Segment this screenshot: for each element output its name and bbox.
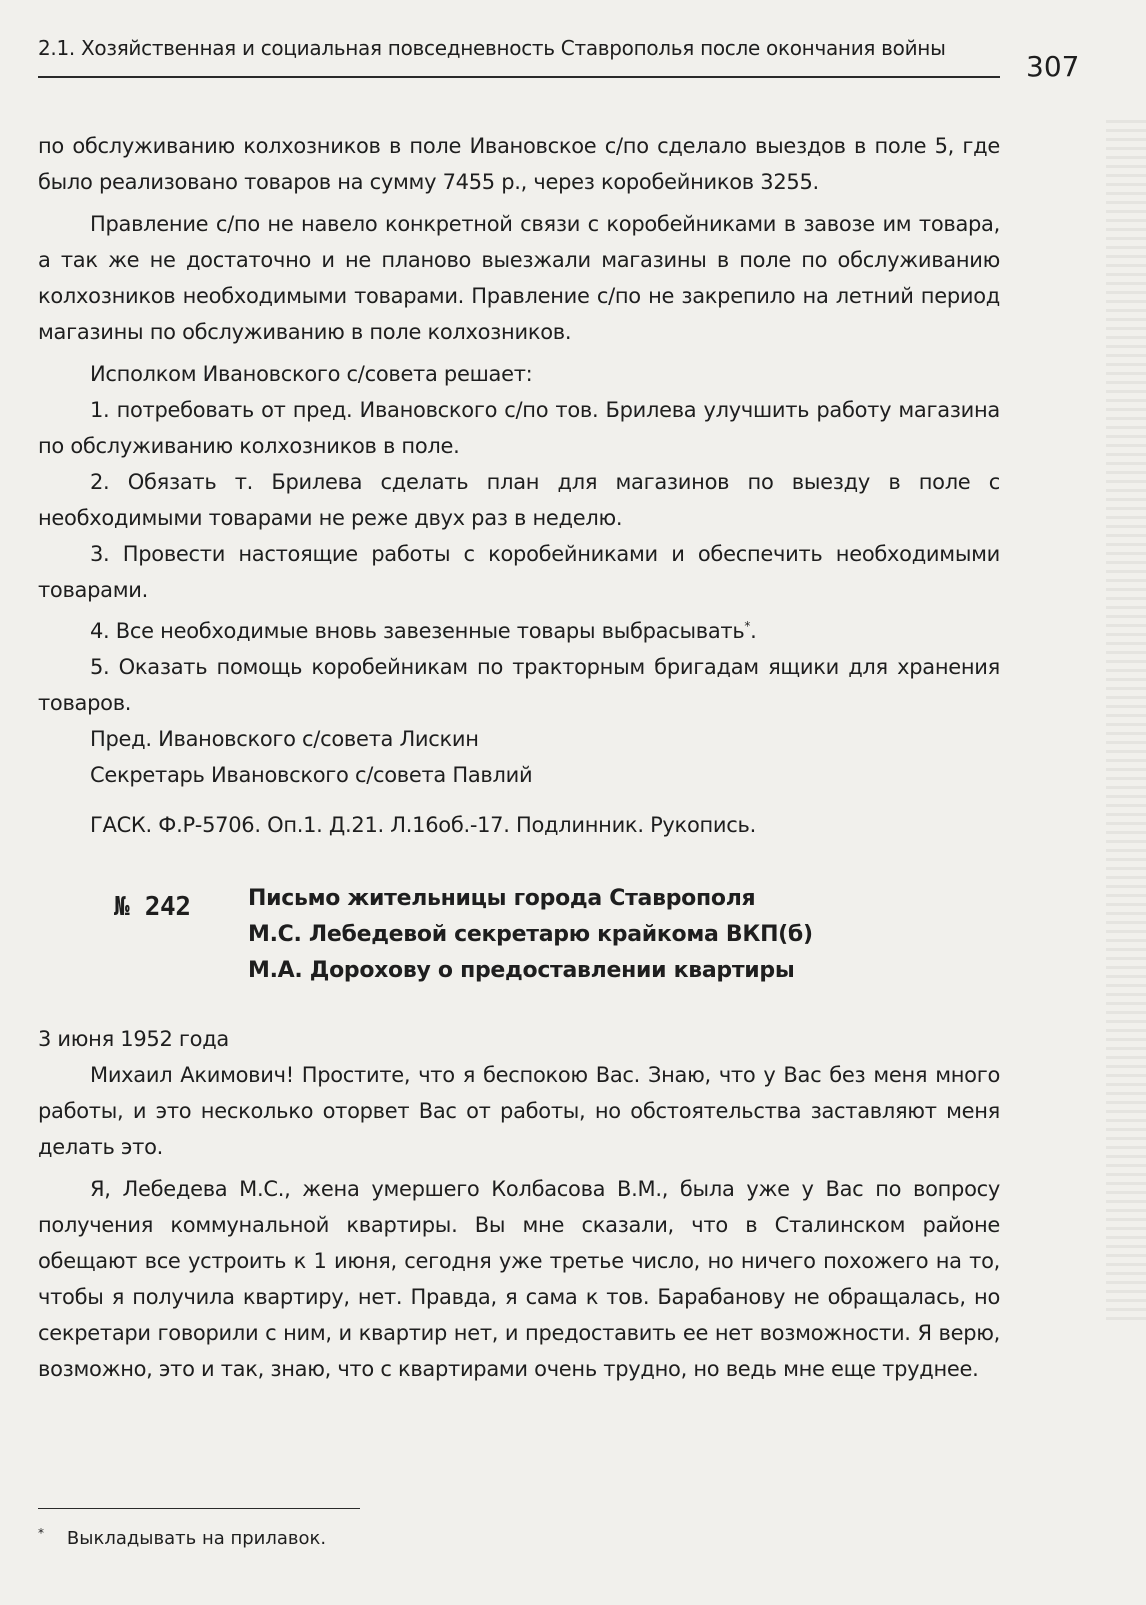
document-title-line: Письмо жительницы города Ставрополя [248, 886, 756, 911]
decision-item: 1. потребовать от пред. Ивановского с/по тов. Брилева улучшить работу магазина по обслуживанию колхозников в поле. [38, 398, 1000, 458]
footnote [38, 1526, 326, 1549]
document-title-line: М.А. Дорохову о предоставлении квартиры [248, 958, 795, 983]
paragraph: по обслуживанию колхозников в поле Ивановское с/по сделало выездов в поле 5, где было реализовано товаров на сумму 7455 р., через коробейников 3255. [38, 134, 1000, 194]
document-number: № 242 [114, 892, 191, 922]
footnote-divider [38, 1508, 360, 1509]
decision-intro: Исполком Ивановского с/совета решает: [90, 362, 533, 386]
letter-paragraph: Михаил Акимович! Простите, что я беспокою Вас. Знаю, что у Вас без меня много работы, и это несколько оторвет Вас от работы, но обстоятельства заставляют меня делать это. [38, 1063, 1000, 1159]
footnote-marker: * [744, 619, 751, 633]
decision-item-end: . [750, 619, 757, 643]
archive-source: ГАСК. Ф.Р-5706. Оп.1. Д.21. Л.16об.-17. Подлинник. Рукопись. [90, 813, 756, 837]
footnote-mark: * [38, 1526, 44, 1540]
decision-item-text: 4. Все необходимые вновь завезенные товары выбрасывать [90, 619, 745, 643]
decision-item [38, 608, 1000, 649]
decision-item: 5. Оказать помощь коробейникам по тракторным бригадам ящики для хранения товаров. [38, 655, 1000, 715]
document-header [38, 881, 1000, 1021]
running-title: 2.1. Хозяйственная и социальная повседневность Ставрополья после окончания войны [38, 36, 946, 60]
signature-secretary: Секретарь Ивановского с/совета Павлий [90, 763, 533, 787]
page-number: 307 [1026, 50, 1080, 83]
signature-chairman: Пред. Ивановского с/совета Лискин [90, 727, 479, 751]
document-title [248, 881, 813, 989]
header-divider [38, 76, 1000, 78]
paragraph: Правление с/по не навело конкретной связи с коробейниками в завозе им товара, а так же не достаточно и не планово выезжали магазины в поле по обслуживанию колхозников необходимыми товарами. Правление с/по не закрепило на летний период магазины по обслуживанию в поле колхозников. [38, 212, 1000, 344]
document-title-line: М.С. Лебедевой секретарю крайкома ВКП(б) [248, 922, 813, 947]
document-date: 3 июня 1952 года [38, 1027, 229, 1051]
letter-paragraph: Я, Лебедева М.С., жена умершего Колбасова В.М., была уже у Вас по вопросу получения коммунальной квартиры. Вы мне сказали, что в Сталинском районе обещают все устроить к 1 июня, сегодня уже третье число, но ничего похожего на то, чтобы я получила квартиру, нет. Правда, я сама к тов. Барабанову не обращалась, но секретари говорили с ним, и квартир нет, и предоставить ее нет возможности. Я верю, возможно, это и так, знаю, что с квартирами очень трудно, но ведь мне еще труднее. [38, 1177, 1000, 1381]
decision-item: 2. Обязать т. Брилева сделать план для магазинов по выезду в поле с необходимыми товарами не реже двух раз в неделю. [38, 470, 1000, 530]
bleed-through-shadow [1106, 120, 1146, 1320]
footnote-text: Выкладывать на прилавок. [66, 1528, 327, 1549]
page-body [38, 128, 1000, 1387]
decision-item: 3. Провести настоящие работы с коробейниками и обеспечить необходимыми товарами. [38, 542, 1000, 602]
